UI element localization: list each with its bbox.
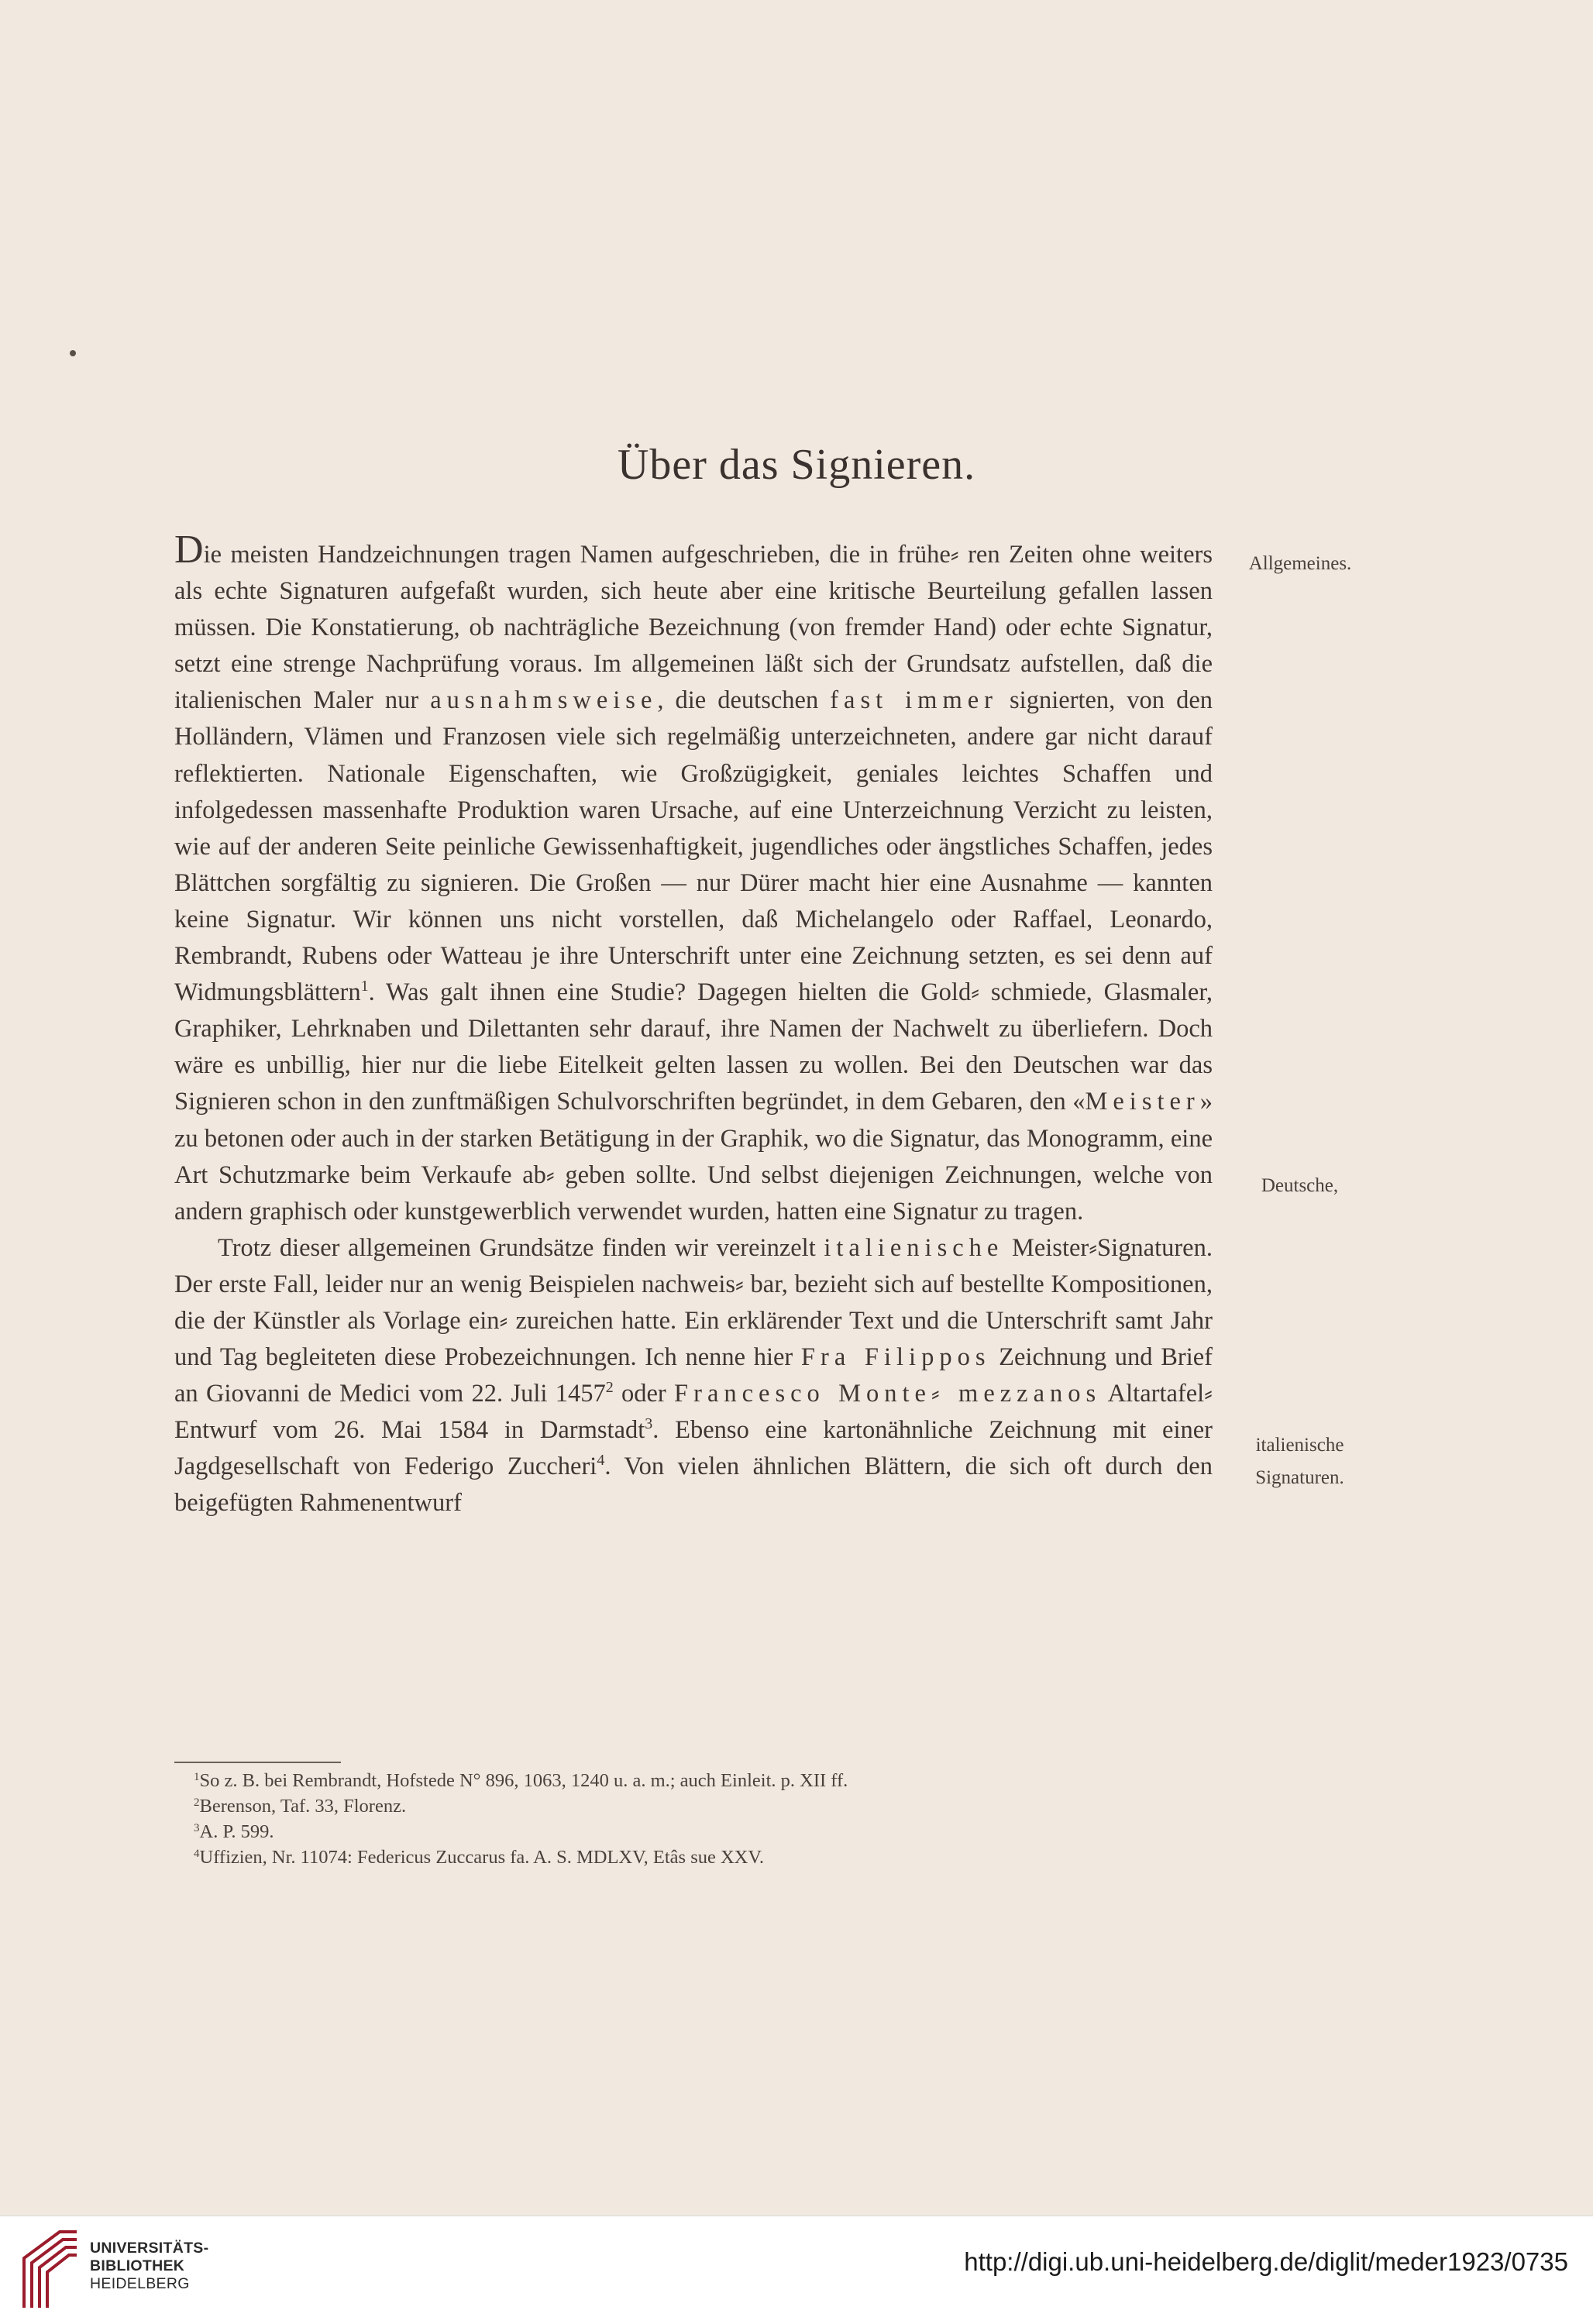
footnotes <box>194 1768 1232 1870</box>
emphasis-spaced: Fra Filippos <box>800 1343 991 1372</box>
footnote: $^2$Berenson, Taf. 33, Florenz. <box>194 1796 407 1817</box>
footnote: $^4$Uffizien, Nr. 11074: Federicus Zuccarus fa. A. S. MDLXV, Etâs sue XXV. <box>194 1847 765 1868</box>
footnote-ref: 3 <box>645 1415 653 1433</box>
margin-note-italienische: italienische <box>1255 1435 1344 1456</box>
footnote-ref: 4 <box>597 1452 605 1470</box>
main-text <box>174 528 1213 1522</box>
footer-bar <box>0 2216 1593 2324</box>
footnote-ref: 1 <box>360 978 369 995</box>
margin-note-signaturen: Signaturen. <box>1255 1467 1344 1488</box>
footnote: $^3$A. P. 599. <box>194 1821 274 1842</box>
footnote: $^1$So z. B. bei Rembrandt, Hofstede N° 896, 1063, 1240 u. a. m.; auch Einleit. p. XII ff. <box>194 1770 848 1791</box>
paragraph-2: Trotz dieser allgemeinen Grundsätze finden wir vereinzelt italienische Meister⸗Signaturen. Der erste Fall, leider nur an wenig Beispielen nachweis⸗ bar, bezieht sich auf bestellte Kompositionen, die der Künstler als Vorlage ein⸗ zureichen hatte. Ein erklärender Text und die Unterschrift samt Jahr und Tag begleiteten diese Probezeichnungen. Ich nenne hier Fra Filippos Zeichnung und Brief an Giovanni de Medici vom 22. Juli 1457$^2$ oder Francesco Monte⸗ mezzanos Altartafel⸗Entwurf vom 26. Mai 1584 in Darmstadt$^3$. Ebenso eine kartonähnliche Zeichnung mit einer Jagdgesellschaft von Federigo Zuccheri$^4$. Von vielen ähnlichen Blättern, die sich oft durch den beigefügten Rahmenentwurf <box>174 1233 1213 1518</box>
margin-note-allgemeines: Allgemeines. <box>1248 553 1352 574</box>
paragraph-1: Die meisten Handzeichnungen tragen Namen aufgeschrieben, die in frühe⸗ ren Zeiten ohne weiters als echte Signaturen aufgefaßt wurden, sich heute aber eine kritische Beurteilung gefallen lassen müssen. Die Konstatierung, ob nachträgliche Bezeichnung (von fremder Hand) oder echte Signatur, setzt eine strenge Nachprüfung voraus. Im allgemeinen läßt sich der Grundsatz aufstellen, daß die italienischen Maler nur ausnahmsweise, die deutschen fast immer signierten, von den Holländern, Vlämen und Franzosen viele sich regelmäßig unterzeichneten, andere gar nicht darauf reflektierten. Nationale Eigenschaften, wie Großzügigkeit, geniales leichtes Schaffen und infolgedessen massenhafte Produktion waren Ursache, auf eine Unterzeichnung Verzicht zu leisten, wie auf der anderen Seite peinliche Gewissenhaftigkeit, jugendliches oder ängstliches Schaffen, jedes Blättchen sorgfältig zu signieren. Die Großen — nur Dürer macht hier eine Ausnahme — kannten keine Signatur. Wir können uns nicht vorstellen, daß Michelangelo oder Raffael, Leonardo, Rembrandt, Rubens oder Watteau je ihre Unterschrift unter eine Zeichnung setzten, es sei denn auf Widmungsblättern$^1$. Was galt ihnen eine Studie? Dagegen hielten die Gold⸗ schmiede, Glasmaler, Graphiker, Lehrknaben und Dilettanten sehr darauf, ihre Namen der Nachwelt zu überliefern. Doch wäre es unbillig, hier nur die liebe Eitelkeit gelten lassen zu wollen. Bei den Deutschen war das Signieren schon in den zunftmäßigen Schulvorschriften begründet, in dem Gebaren, den «Meister» zu betonen oder auch in der starken Betätigung in der Graphik, wo die Signatur, das Monogramm, eine Art Schutzmarke beim Verkaufe ab⸗ geben sollte. Und selbst diejenigen Zeichnungen, welche von andern graphisch oder kunstgewerblich verwendet wurden, hatten eine Signatur zu tragen. <box>174 528 1213 1226</box>
permalink-url[interactable]: http://digi.ub.uni-heidelberg.de/diglit/meder1923/0735 <box>964 2247 1568 2276</box>
emphasis-spaced: ausnahmsweise <box>430 686 658 715</box>
footnote-divider <box>174 1762 341 1763</box>
margin-note-deutsche: Deutsche, <box>1261 1175 1339 1196</box>
university-library-logo-icon <box>19 2227 81 2312</box>
emphasis-spaced: Francesco Monte⸗ mezzanos <box>674 1380 1102 1408</box>
ink-speck <box>70 350 76 356</box>
emphasis-spaced: fast immer <box>830 686 998 715</box>
emphasis-spaced: italienische <box>824 1233 1004 1262</box>
drop-cap: D <box>174 528 204 572</box>
footnote-ref: 2 <box>605 1379 614 1397</box>
page-title: Über das Signieren. <box>617 441 976 489</box>
library-name: UNIVERSITÄTS- BIBLIOTHEK HEIDELBERG <box>90 2240 209 2292</box>
emphasis-spaced: Meister <box>1085 1088 1200 1116</box>
